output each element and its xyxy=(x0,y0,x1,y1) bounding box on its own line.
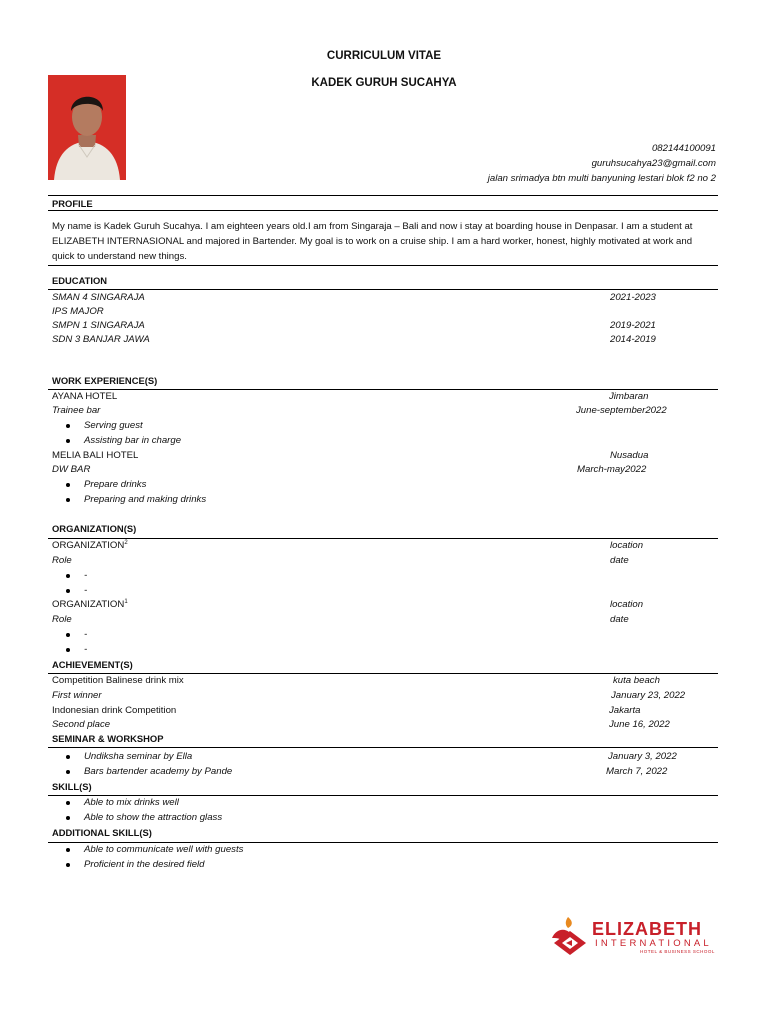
achievement-row xyxy=(52,675,716,688)
organization-name: ORGANIZATION$^2$ xyxy=(52,540,128,552)
bullet-dot xyxy=(66,816,70,820)
achievement-name: Competition Balinese drink mix xyxy=(52,675,184,686)
achievement-row xyxy=(52,705,716,718)
achievement-location: kuta beach xyxy=(613,675,660,686)
logo-subtext: INTERNATIONAL xyxy=(595,938,712,949)
seminar-date: January 3, 2022 xyxy=(608,751,677,762)
bullet-dot xyxy=(66,770,70,774)
contact-address: jalan srimadya btn multi banyuning lestari blok f2 no 2 xyxy=(487,173,716,184)
work-heading: WORK EXPERIENCE(S) xyxy=(52,375,158,386)
bullet-dot xyxy=(66,483,70,487)
education-item xyxy=(52,320,716,333)
divider xyxy=(48,265,718,266)
bullet-dot xyxy=(66,755,70,759)
job-role: DW BAR xyxy=(52,464,91,475)
job-period: March-may2022 xyxy=(577,464,647,475)
education-item xyxy=(52,334,716,347)
achievement-result: Second place xyxy=(52,719,111,730)
bullet-dot xyxy=(66,439,70,443)
divider xyxy=(48,795,718,796)
organization-row xyxy=(52,614,716,627)
education-years: 2014-2019 xyxy=(610,334,656,345)
job-period: June-september2022 xyxy=(576,405,667,416)
divider xyxy=(48,195,718,196)
seminar-heading: SEMINAR & WORKSHOP xyxy=(52,733,164,744)
job-row xyxy=(52,450,716,463)
document-title: CURRICULUM VITAE xyxy=(326,50,442,62)
organization-date: date xyxy=(610,614,629,625)
seminar-date: March 7, 2022 xyxy=(606,766,668,777)
organization-heading: ORGANIZATION(S) xyxy=(52,523,137,534)
profile-heading: PROFILE xyxy=(52,198,93,209)
bullet-dot xyxy=(66,848,70,852)
achievement-location: Jakarta xyxy=(609,705,641,716)
logo-text: ELIZABETH xyxy=(592,919,702,939)
organization-row xyxy=(52,555,716,568)
education-major: IPS MAJOR xyxy=(52,306,104,317)
divider xyxy=(48,389,718,390)
bullet-dot xyxy=(66,863,70,867)
bullet-dot xyxy=(66,574,70,578)
achievement-date: June 16, 2022 xyxy=(609,719,670,730)
bullet-dot xyxy=(66,633,70,637)
achievement-row xyxy=(52,719,716,732)
education-school: SMPN 1 SINGARAJA xyxy=(52,320,145,331)
job-row xyxy=(52,391,716,404)
education-item xyxy=(52,292,716,305)
organization-location: location xyxy=(610,599,644,610)
job-row xyxy=(52,405,716,418)
bullet-dot xyxy=(66,424,70,428)
organization-date: date xyxy=(610,555,629,566)
additional-skills-heading: ADDITIONAL SKILL(S) xyxy=(52,827,152,838)
education-heading: EDUCATION xyxy=(52,275,108,286)
bullet-dot xyxy=(66,801,70,805)
divider xyxy=(48,210,718,211)
organization-location: location xyxy=(610,540,644,551)
job-role: Trainee bar xyxy=(52,405,101,416)
organization-row xyxy=(52,599,716,612)
job-place: AYANA HOTEL xyxy=(52,391,118,402)
achievement-name: Indonesian drink Competition xyxy=(52,705,177,716)
achievement-heading: ACHIEVEMENT(S) xyxy=(52,659,133,670)
education-school: SMAN 4 SINGARAJA xyxy=(52,292,145,303)
education-item xyxy=(52,306,716,319)
divider xyxy=(48,747,718,748)
organization-role: Role xyxy=(52,555,72,566)
profile-text: My name is Kadek Guruh Sucahya. I am eighteen years old.I am from Singaraja – Bali and now i stay at boarding house in Denpasar. I am a student at ELIZABETH INTERNASIONAL and majored in Bartender. My goal is to work on a cruise ship. I am a hard worker, honest, highly motivated at work and quick to understand new things. xyxy=(52,221,693,262)
job-row xyxy=(52,464,716,477)
achievement-result: First winner xyxy=(52,690,102,701)
bullet-dot xyxy=(66,589,70,593)
contact-email: guruhsucahya23@gmail.com xyxy=(591,158,716,169)
achievement-date: January 23, 2022 xyxy=(611,690,686,701)
logo-tagline: HOTEL & BUSINESS SCHOOL xyxy=(640,949,715,954)
divider xyxy=(48,289,718,290)
divider xyxy=(48,538,718,539)
bullet-dot xyxy=(66,648,70,652)
education-school: SDN 3 BANJAR JAWA xyxy=(52,334,150,345)
job-place: MELIA BALI HOTEL xyxy=(52,450,139,461)
elizabeth-logo xyxy=(548,916,716,956)
flame-e-icon xyxy=(548,916,590,956)
divider xyxy=(48,673,718,674)
candidate-name: KADEK GURUH SUCAHYA xyxy=(311,77,457,89)
contact-phone: 082144100091 xyxy=(651,143,716,154)
job-location: Jimbaran xyxy=(609,391,649,402)
profile-photo xyxy=(48,75,126,180)
divider xyxy=(48,842,718,843)
education-years: 2021-2023 xyxy=(610,292,656,303)
organization-row xyxy=(52,540,716,553)
job-location: Nusadua xyxy=(610,450,649,461)
skills-heading: SKILL(S) xyxy=(52,781,92,792)
achievement-row xyxy=(52,690,716,703)
organization-role: Role xyxy=(52,614,72,625)
organization-name: ORGANIZATION$^1$ xyxy=(52,599,128,611)
bullet-dot xyxy=(66,498,70,502)
education-years: 2019-2021 xyxy=(610,320,656,331)
